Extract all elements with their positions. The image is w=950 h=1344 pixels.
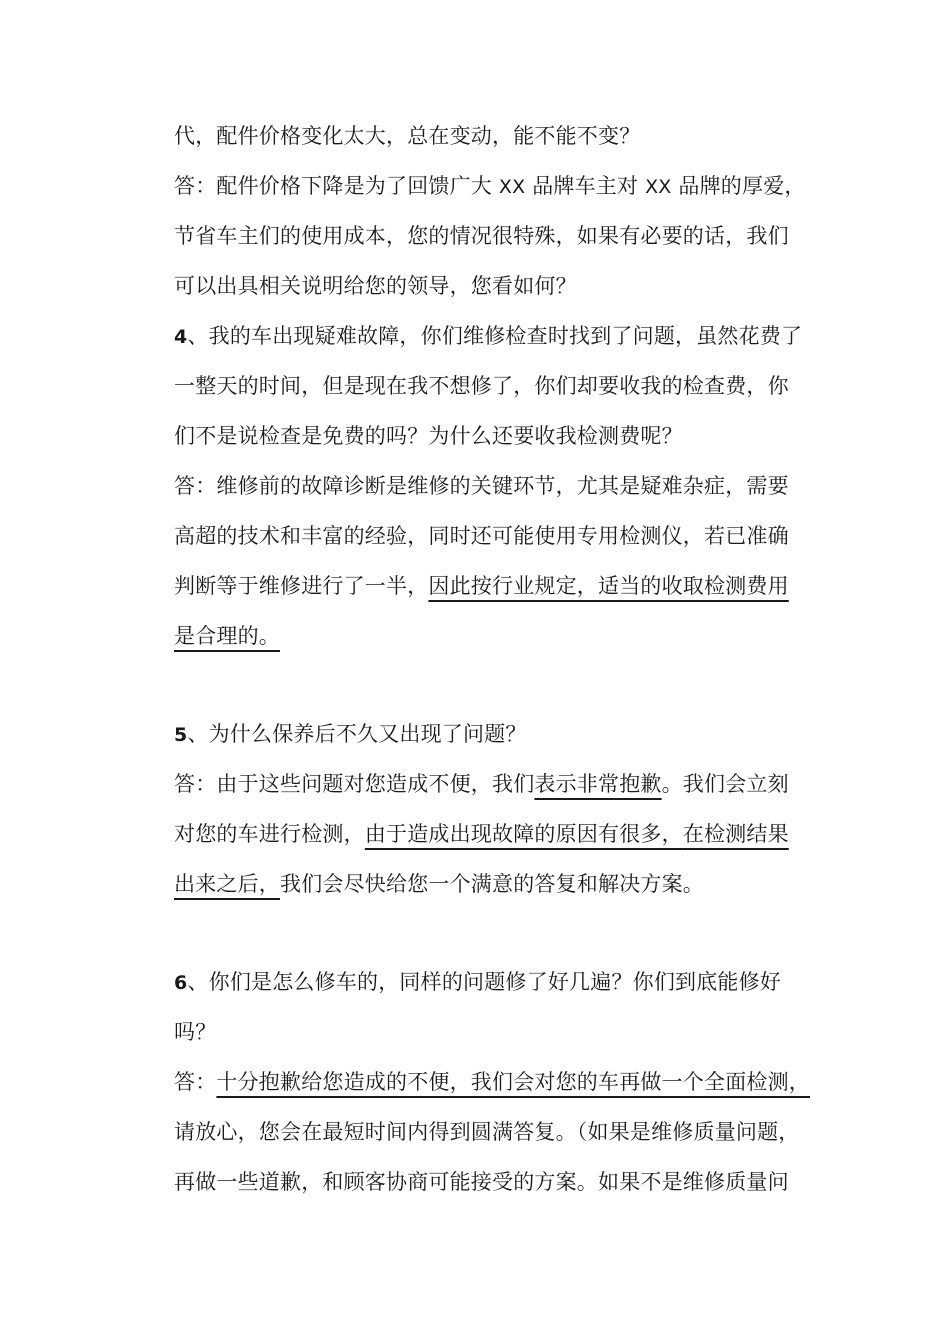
text-line bbox=[174, 522, 789, 550]
underlined-text: 十分抱歉给您造成的不便，我们会对您的车再做一个全面检测， bbox=[216, 1070, 811, 1094]
text-segment: 品牌车主对 bbox=[525, 174, 646, 198]
text-segment: 可以出具相关说明给您的领导，您看如何？ bbox=[174, 274, 577, 298]
text-line bbox=[174, 968, 781, 997]
text-segment: 答：由于这些问题对您造成不便，我们 bbox=[174, 772, 535, 796]
text-segment: 、我的车出现疑难故障，你们维修检查时找到了问题，虽然花费了 bbox=[187, 324, 803, 348]
text-segment: 判断等于维修进行了一半， bbox=[174, 574, 429, 598]
text-line bbox=[174, 1168, 789, 1196]
text-segment: XX bbox=[645, 176, 672, 198]
question-number: 4 bbox=[174, 326, 188, 348]
text-segment: 答： bbox=[174, 1070, 217, 1094]
text-line bbox=[174, 272, 577, 300]
text-segment: 高超的技术和丰富的经验，同时还可能使用专用检测仪，若已准确 bbox=[174, 524, 789, 548]
text-segment: 答：配件价格下降是为了回馈广大 bbox=[174, 174, 499, 198]
text-segment: 品牌的厚爱， bbox=[671, 174, 806, 198]
underlined-text: 是合理的。 bbox=[174, 624, 280, 648]
text-line bbox=[174, 820, 789, 848]
text-line bbox=[174, 222, 789, 250]
text-line bbox=[174, 172, 806, 201]
text-line bbox=[174, 372, 789, 400]
text-line bbox=[174, 472, 789, 500]
underlined-text: 在检测结果 bbox=[682, 822, 789, 846]
underlined-text: 由于造成出现故障的原因有很多， bbox=[364, 822, 683, 846]
text-line bbox=[174, 770, 789, 798]
underlined-text: 出来之后， bbox=[174, 872, 280, 896]
text-segment: 。我们会立刻 bbox=[661, 772, 789, 796]
text-line bbox=[174, 122, 640, 150]
text-line bbox=[174, 1018, 216, 1046]
text-line bbox=[174, 322, 802, 351]
text-segment: 代，配件价格变化太大，总在变动，能不能不变？ bbox=[174, 124, 641, 148]
text-segment: 吗？ bbox=[174, 1020, 217, 1044]
text-segment: 我们会尽快给您一个满意的答复和解决方案。 bbox=[280, 872, 704, 896]
text-segment: 一整天的时间，但是现在我不想修了，你们却要收我的检查费，你 bbox=[174, 374, 789, 398]
text-line bbox=[174, 572, 789, 600]
underlined-text: 表示非常抱歉 bbox=[534, 772, 662, 796]
text-segment: 答：维修前的故障诊断是维修的关键环节，尤其是疑难杂症，需要 bbox=[174, 474, 789, 498]
text-line bbox=[174, 422, 683, 450]
question-number: 5 bbox=[174, 724, 188, 746]
text-line bbox=[174, 1118, 800, 1146]
text-segment: 们不是说检查是免费的吗？为什么还要收我检测费呢？ bbox=[174, 424, 683, 448]
text-segment: 节省车主们的使用成本，您的情况很特殊，如果有必要的话，我们 bbox=[174, 224, 789, 248]
text-line bbox=[174, 870, 704, 898]
text-segment: 对您的车进行检测， bbox=[174, 822, 365, 846]
text-line bbox=[174, 720, 527, 749]
question-number: 6 bbox=[174, 972, 188, 994]
text-segment: 再做一些道歉，和顾客协商可能接受的方案。如果不是维修质量问 bbox=[174, 1170, 789, 1194]
text-line bbox=[174, 622, 280, 650]
text-segment: 、为什么保养后不久又出现了问题？ bbox=[187, 722, 527, 746]
text-line bbox=[174, 1068, 810, 1096]
text-segment: XX bbox=[498, 176, 526, 198]
text-segment: 、你们是怎么修车的，同样的问题修了好几遍？你们到底能修好 bbox=[187, 970, 782, 994]
underlined-text: 因此按行业规定，适当的收取检测费用 bbox=[428, 574, 789, 598]
text-segment: 请放心，您会在最短时间内得到圆满答复。（如果是维修质量问题， bbox=[174, 1120, 800, 1144]
